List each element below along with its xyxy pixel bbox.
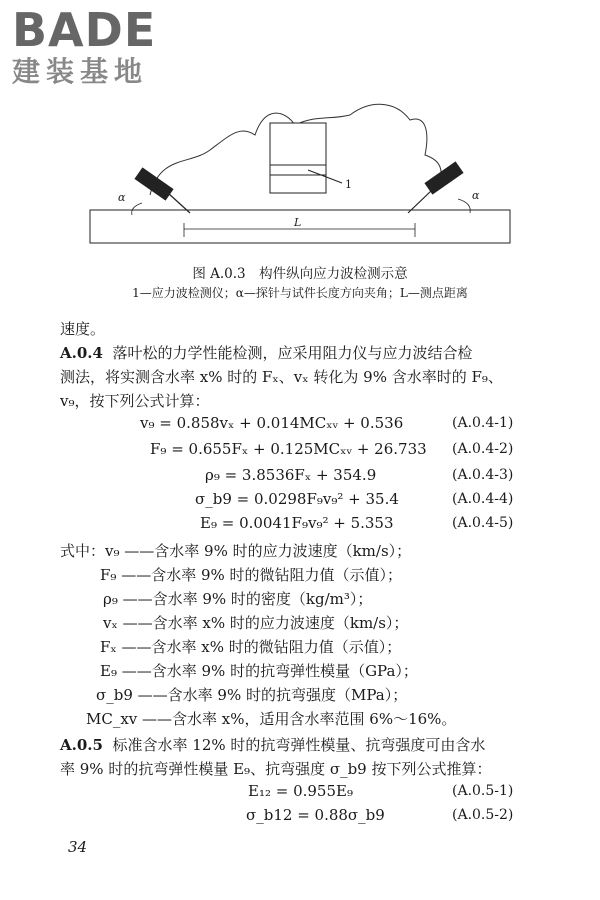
section-number: A.0.5 bbox=[60, 736, 103, 754]
where-item: E₉ ——含水率 9% 时的抗弯弹性模量（GPa）； bbox=[100, 662, 418, 680]
section-number: A.0.4 bbox=[60, 344, 103, 362]
alpha-left: α bbox=[118, 191, 126, 204]
formula-expr: σ_b9 = 0.0298F₉v₉² + 35.4 bbox=[195, 490, 399, 508]
section-a04-line1: A.0.4 落叶松的力学性能检测，应采用阻力仪与应力波结合检 bbox=[60, 344, 473, 362]
formula-number: (A.0.4-4) bbox=[452, 491, 514, 507]
where-item: Fₓ ——含水率 x% 时的微钻阻力值（示值）； bbox=[100, 638, 402, 656]
formula-number: (A.0.4-5) bbox=[452, 515, 514, 531]
formula-number: (A.0.5-2) bbox=[452, 807, 514, 823]
where-item: MC_xv ——含水率 x%，适用含水率范围 6%～16%。 bbox=[86, 710, 457, 728]
section-a05-line1: A.0.5 标准含水率 12% 时的抗弯弹性模量、抗弯强度可由含水 bbox=[60, 736, 486, 754]
formula-expr: v₉ = 0.858vₓ + 0.014MCₓᵥ + 0.536 bbox=[140, 414, 404, 432]
brand-subtitle: 建装基地 bbox=[12, 55, 149, 88]
formula-number: (A.0.4-2) bbox=[452, 441, 514, 457]
alpha-right: α bbox=[472, 189, 480, 202]
section-a05-line2: 率 9% 时的抗弯弹性模量 E₉、抗弯强度 σ_b9 按下列公式推算： bbox=[60, 760, 492, 778]
formula-number: (A.0.5-1) bbox=[452, 783, 514, 799]
label-L: L bbox=[294, 216, 302, 229]
line-speed: 速度。 bbox=[60, 320, 106, 338]
where-item: vₓ ——含水率 x% 时的应力波速度（km/s）； bbox=[103, 614, 409, 632]
formula-number: (A.0.4-1) bbox=[452, 415, 514, 431]
formula-expr: F₉ = 0.655Fₓ + 0.125MCₓᵥ + 26.733 bbox=[150, 440, 427, 458]
left-probe bbox=[134, 167, 190, 213]
instrument-box bbox=[270, 123, 326, 193]
page-number: 34 bbox=[68, 838, 88, 856]
label-1: 1 bbox=[345, 178, 352, 191]
where-item: 式中：v₉ ——含水率 9% 时的应力波速度（km/s）； bbox=[60, 542, 412, 560]
formula-expr: ρ₉ = 3.8536Fₓ + 354.9 bbox=[205, 466, 377, 484]
right-probe bbox=[408, 161, 464, 213]
formula-expr: E₁₂ = 0.955E₉ bbox=[248, 782, 353, 800]
section-a04-line3: v₉，按下列公式计算： bbox=[60, 392, 210, 410]
where-item: F₉ ——含水率 9% 时的微钻阻力值（示值）； bbox=[100, 566, 403, 584]
formula-expr: σ_b12 = 0.88σ_b9 bbox=[246, 806, 385, 824]
where-item: σ_b9 ——含水率 9% 时的抗弯强度（MPa）； bbox=[96, 686, 408, 704]
formula-expr: E₉ = 0.0041F₉v₉² + 5.353 bbox=[200, 514, 394, 532]
figure-caption: 图 A.0.3 构件纵向应力波检测示意 bbox=[192, 266, 408, 282]
figure-legend: 1—应力波检测仪；α—探针与试件长度方向夹角；L—测点距离 bbox=[132, 286, 468, 300]
brand-logo: BADE bbox=[12, 3, 157, 57]
section-a04-line2: 测法，将实测含水率 x% 时的 Fₓ、vₓ 转化为 9% 含水率时的 F₉、 bbox=[60, 368, 503, 386]
where-item: ρ₉ ——含水率 9% 时的密度（kg/m³）； bbox=[103, 590, 373, 608]
formula-number: (A.0.4-3) bbox=[452, 467, 514, 483]
stress-wave-diagram bbox=[80, 95, 520, 255]
